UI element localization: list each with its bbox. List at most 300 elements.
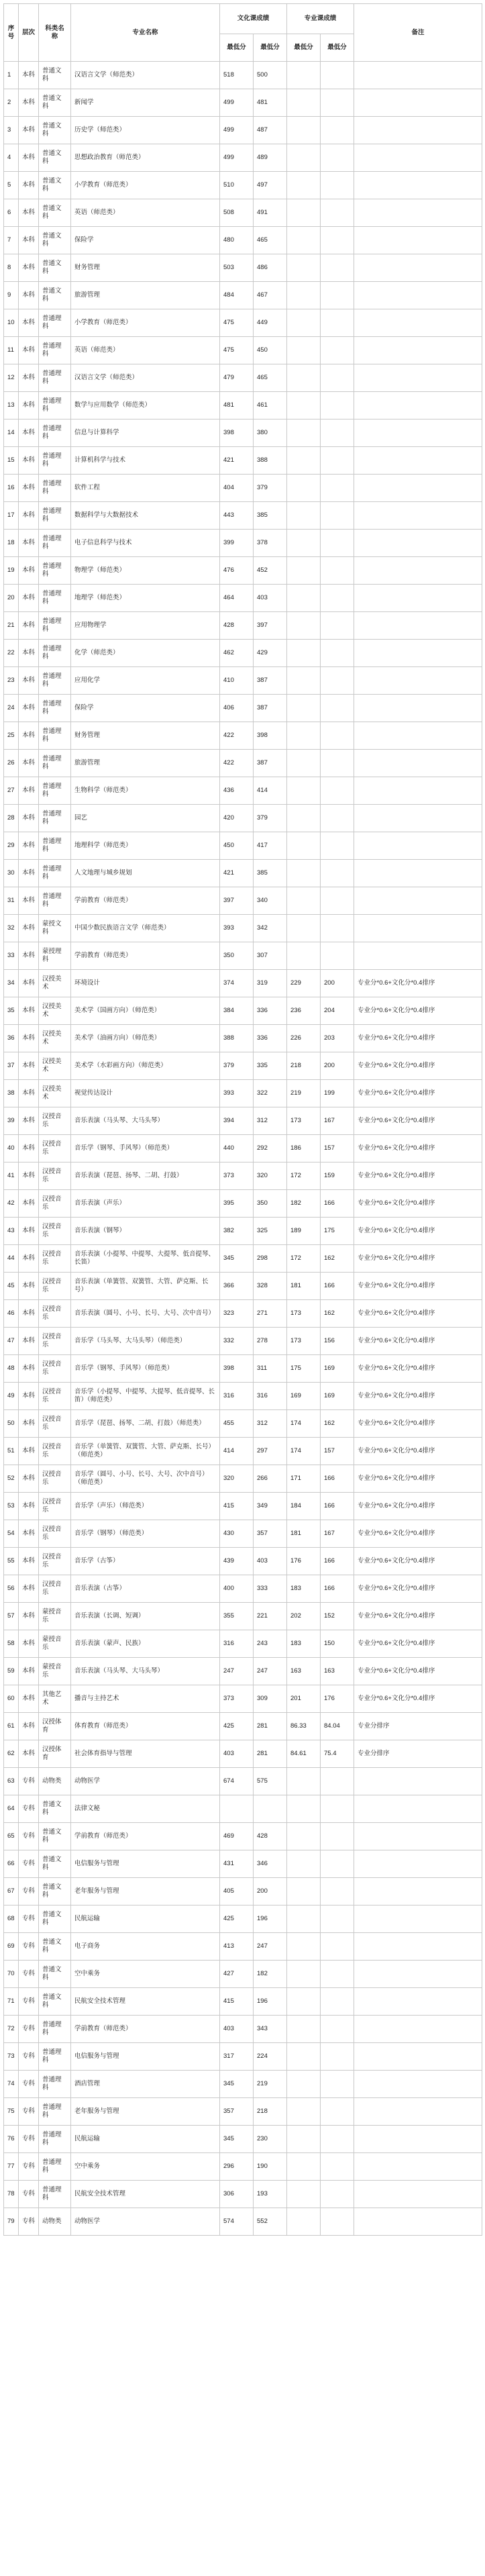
cell-subject: 普通理科 xyxy=(39,337,71,364)
table-row xyxy=(4,1273,482,1300)
cell-note xyxy=(354,2043,482,2071)
cell-level: 本科 xyxy=(19,89,39,117)
cell-pro-min: 183 xyxy=(287,1575,321,1603)
cell-level: 本科 xyxy=(19,117,39,144)
cell-culture-min: 481 xyxy=(220,392,254,419)
cell-level: 本科 xyxy=(19,475,39,502)
cell-culture-min: 306 xyxy=(220,2181,254,2208)
cell-culture-min: 404 xyxy=(220,475,254,502)
cell-note: 专业分*0.6+文化分*0.4排序 xyxy=(354,1603,482,1630)
table-row xyxy=(4,144,482,172)
cell-pro-min-2: 157 xyxy=(321,1135,354,1162)
cell-seq: 8 xyxy=(4,254,19,282)
cell-pro-min-2 xyxy=(321,832,354,860)
cell-major: 旅游管理 xyxy=(71,750,220,777)
cell-seq: 51 xyxy=(4,1438,19,1465)
cell-major: 老年服务与管理 xyxy=(71,2098,220,2126)
cell-level: 本科 xyxy=(19,942,39,970)
cell-seq: 47 xyxy=(4,1328,19,1355)
cell-note: 专业分*0.6+文化分*0.4排序 xyxy=(354,1630,482,1658)
cell-culture-min-2: 230 xyxy=(254,2126,287,2153)
cell-culture-min-2: 350 xyxy=(254,1190,287,1218)
cell-culture-min: 421 xyxy=(220,447,254,475)
cell-culture-min-2: 320 xyxy=(254,1162,287,1190)
table-row xyxy=(4,722,482,750)
cell-note: 专业分*0.6+文化分*0.4排序 xyxy=(354,1658,482,1685)
cell-note xyxy=(354,1878,482,1905)
cell-major: 社会体育指导与管理 xyxy=(71,1740,220,1768)
cell-level: 本科 xyxy=(19,970,39,997)
table-row xyxy=(4,970,482,997)
table-row xyxy=(4,254,482,282)
table-row xyxy=(4,2126,482,2153)
cell-subject: 汉授体育 xyxy=(39,1713,71,1740)
cell-seq: 69 xyxy=(4,1933,19,1961)
cell-major: 地理科学（师范类） xyxy=(71,832,220,860)
cell-pro-min-2 xyxy=(321,1961,354,1988)
cell-culture-min: 450 xyxy=(220,832,254,860)
cell-level: 本科 xyxy=(19,805,39,832)
cell-level: 本科 xyxy=(19,777,39,805)
cell-note: 专业分*0.6+文化分*0.4排序 xyxy=(354,1520,482,1548)
cell-pro-min xyxy=(287,860,321,887)
cell-major: 法律文秘 xyxy=(71,1795,220,1823)
cell-culture-min-2: 417 xyxy=(254,832,287,860)
cell-subject: 普通文科 xyxy=(39,62,71,89)
cell-pro-min-2 xyxy=(321,777,354,805)
cell-culture-min-2: 429 xyxy=(254,640,287,667)
table-row xyxy=(4,1300,482,1328)
cell-major: 空中乘务 xyxy=(71,1961,220,1988)
cell-major: 信息与计算科学 xyxy=(71,419,220,447)
table-row xyxy=(4,1933,482,1961)
cell-culture-min: 439 xyxy=(220,1548,254,1575)
cell-culture-min: 425 xyxy=(220,1713,254,1740)
cell-culture-min: 499 xyxy=(220,117,254,144)
cell-note xyxy=(354,392,482,419)
cell-subject: 普通理科 xyxy=(39,447,71,475)
cell-subject: 汉授音乐 xyxy=(39,1520,71,1548)
cell-seq: 35 xyxy=(4,997,19,1025)
table-row xyxy=(4,1162,482,1190)
cell-major: 园艺 xyxy=(71,805,220,832)
cell-culture-min: 373 xyxy=(220,1685,254,1713)
cell-major: 电子商务 xyxy=(71,1933,220,1961)
cell-subject: 普通理科 xyxy=(39,557,71,585)
table-row xyxy=(4,1190,482,1218)
cell-culture-min: 415 xyxy=(220,1493,254,1520)
table-body xyxy=(4,62,482,2236)
cell-subject: 汉授美术 xyxy=(39,997,71,1025)
table-row xyxy=(4,887,482,915)
cell-note xyxy=(354,585,482,612)
table-row xyxy=(4,1961,482,1988)
cell-note: 专业分*0.6+文化分*0.4排序 xyxy=(354,1107,482,1135)
cell-major: 美术学（水彩画方向）（师范类） xyxy=(71,1052,220,1080)
cell-pro-min-2 xyxy=(321,667,354,695)
cell-culture-min: 323 xyxy=(220,1300,254,1328)
cell-subject: 动物类 xyxy=(39,2208,71,2236)
cell-culture-min: 357 xyxy=(220,2098,254,2126)
cell-seq: 3 xyxy=(4,117,19,144)
cell-seq: 43 xyxy=(4,1218,19,1245)
table-row xyxy=(4,1355,482,1383)
cell-note: 专业分*0.6+文化分*0.4排序 xyxy=(354,1135,482,1162)
cell-seq: 42 xyxy=(4,1190,19,1218)
cell-level: 本科 xyxy=(19,392,39,419)
cell-culture-min-2: 340 xyxy=(254,887,287,915)
cell-culture-min-2: 552 xyxy=(254,2208,287,2236)
cell-pro-min-2 xyxy=(321,695,354,722)
cell-seq: 57 xyxy=(4,1603,19,1630)
cell-major: 地理学（师范类） xyxy=(71,585,220,612)
cell-seq: 15 xyxy=(4,447,19,475)
cell-note: 专业分*0.6+文化分*0.4排序 xyxy=(354,1410,482,1438)
cell-subject: 普通理科 xyxy=(39,475,71,502)
table-row xyxy=(4,640,482,667)
cell-note: 专业分*0.6+文化分*0.4排序 xyxy=(354,1025,482,1052)
cell-pro-min-2: 159 xyxy=(321,1162,354,1190)
cell-culture-min: 350 xyxy=(220,942,254,970)
cell-pro-min-2 xyxy=(321,1905,354,1933)
cell-note: 专业分*0.6+文化分*0.4排序 xyxy=(354,1383,482,1410)
table-row xyxy=(4,777,482,805)
table-row xyxy=(4,585,482,612)
cell-seq: 54 xyxy=(4,1520,19,1548)
table-row xyxy=(4,475,482,502)
cell-subject: 普通文科 xyxy=(39,1961,71,1988)
cell-culture-min: 345 xyxy=(220,1245,254,1273)
cell-level: 本科 xyxy=(19,199,39,227)
cell-note: 专业分*0.6+文化分*0.4排序 xyxy=(354,1080,482,1107)
cell-pro-min: 169 xyxy=(287,1383,321,1410)
cell-pro-min: 173 xyxy=(287,1300,321,1328)
cell-major: 音乐表演（马头琴、大马头琴） xyxy=(71,1107,220,1135)
cell-culture-min: 395 xyxy=(220,1190,254,1218)
cell-pro-min-2: 162 xyxy=(321,1245,354,1273)
cell-culture-min-2: 200 xyxy=(254,1878,287,1905)
cell-note: 专业分*0.6+文化分*0.4排序 xyxy=(354,1273,482,1300)
table-row xyxy=(4,1823,482,1850)
cell-major: 音乐表演（小提琴、中提琴、大提琴、低音提琴、长笛） xyxy=(71,1245,220,1273)
cell-seq: 45 xyxy=(4,1273,19,1300)
cell-pro-min: 181 xyxy=(287,1520,321,1548)
table-row xyxy=(4,1520,482,1548)
cell-subject: 普通理科 xyxy=(39,640,71,667)
cell-pro-min-2 xyxy=(321,860,354,887)
cell-major: 英语（师范类） xyxy=(71,199,220,227)
cell-seq: 53 xyxy=(4,1493,19,1520)
cell-culture-min: 388 xyxy=(220,1025,254,1052)
cell-level: 专科 xyxy=(19,2208,39,2236)
cell-note xyxy=(354,860,482,887)
cell-culture-min: 317 xyxy=(220,2043,254,2071)
cell-pro-min-2: 163 xyxy=(321,1658,354,1685)
cell-seq: 27 xyxy=(4,777,19,805)
cell-pro-min xyxy=(287,392,321,419)
header-culture-min: 最低分 xyxy=(220,34,254,62)
cell-note xyxy=(354,805,482,832)
cell-seq: 16 xyxy=(4,475,19,502)
cell-note xyxy=(354,1933,482,1961)
cell-level: 本科 xyxy=(19,1685,39,1713)
cell-pro-min xyxy=(287,695,321,722)
cell-culture-min-2: 193 xyxy=(254,2181,287,2208)
cell-pro-min xyxy=(287,2126,321,2153)
cell-culture-min-2: 575 xyxy=(254,1768,287,1795)
cell-major: 旅游管理 xyxy=(71,282,220,309)
header-pro-min-2: 最低分 xyxy=(321,34,354,62)
cell-note xyxy=(354,722,482,750)
cell-pro-min-2: 157 xyxy=(321,1438,354,1465)
cell-seq: 38 xyxy=(4,1080,19,1107)
table-row xyxy=(4,1465,482,1493)
cell-seq: 22 xyxy=(4,640,19,667)
cell-note xyxy=(354,667,482,695)
cell-culture-min: 403 xyxy=(220,2016,254,2043)
cell-note xyxy=(354,2016,482,2043)
cell-major: 美术学（国画方向）（师范类） xyxy=(71,997,220,1025)
header-culture-min-2: 最低分 xyxy=(254,34,287,62)
cell-pro-min xyxy=(287,144,321,172)
cell-pro-min xyxy=(287,2098,321,2126)
table-row xyxy=(4,1548,482,1575)
cell-pro-min: 201 xyxy=(287,1685,321,1713)
table-row xyxy=(4,1493,482,1520)
cell-level: 专科 xyxy=(19,2153,39,2181)
cell-culture-min-2: 378 xyxy=(254,530,287,557)
table-row xyxy=(4,1328,482,1355)
cell-major: 生物科学（师范类） xyxy=(71,777,220,805)
cell-note xyxy=(354,172,482,199)
cell-major: 学前教育（师范类） xyxy=(71,2016,220,2043)
table-row xyxy=(4,1052,482,1080)
cell-pro-min-2 xyxy=(321,530,354,557)
cell-major: 化学（师范类） xyxy=(71,640,220,667)
cell-pro-min-2 xyxy=(321,172,354,199)
cell-pro-min xyxy=(287,805,321,832)
cell-level: 本科 xyxy=(19,1575,39,1603)
cell-pro-min xyxy=(287,419,321,447)
cell-pro-min-2 xyxy=(321,2126,354,2153)
cell-note: 专业分*0.6+文化分*0.4排序 xyxy=(354,1162,482,1190)
cell-major: 物理学（师范类） xyxy=(71,557,220,585)
cell-level: 本科 xyxy=(19,1383,39,1410)
cell-pro-min-2 xyxy=(321,887,354,915)
cell-seq: 68 xyxy=(4,1905,19,1933)
cell-subject: 普通理科 xyxy=(39,2098,71,2126)
cell-culture-min: 247 xyxy=(220,1658,254,1685)
cell-culture-min: 355 xyxy=(220,1603,254,1630)
cell-culture-min: 400 xyxy=(220,1575,254,1603)
cell-pro-min: 183 xyxy=(287,1630,321,1658)
cell-pro-min xyxy=(287,502,321,530)
cell-subject: 汉授音乐 xyxy=(39,1575,71,1603)
cell-pro-min xyxy=(287,612,321,640)
cell-culture-min-2: 398 xyxy=(254,722,287,750)
cell-pro-min-2 xyxy=(321,1988,354,2016)
cell-major: 音乐表演（蒙声、民族） xyxy=(71,1630,220,1658)
cell-pro-min-2 xyxy=(321,364,354,392)
cell-level: 本科 xyxy=(19,1410,39,1438)
cell-level: 本科 xyxy=(19,337,39,364)
cell-seq: 62 xyxy=(4,1740,19,1768)
cell-culture-min-2: 387 xyxy=(254,695,287,722)
cell-level: 专科 xyxy=(19,1878,39,1905)
table-row xyxy=(4,530,482,557)
cell-culture-min-2: 243 xyxy=(254,1630,287,1658)
cell-pro-min-2 xyxy=(321,1850,354,1878)
cell-pro-min xyxy=(287,364,321,392)
cell-major: 音乐学（小提琴、中提琴、大提琴、低音提琴、长笛）（师范类） xyxy=(71,1383,220,1410)
cell-major: 酒店管理 xyxy=(71,2071,220,2098)
cell-major: 历史学（师范类） xyxy=(71,117,220,144)
table-row xyxy=(4,502,482,530)
cell-level: 本科 xyxy=(19,447,39,475)
cell-subject: 普通文科 xyxy=(39,227,71,254)
cell-note xyxy=(354,309,482,337)
header-subject: 科类名称 xyxy=(39,4,71,62)
cell-major: 计算机科学与技术 xyxy=(71,447,220,475)
cell-major: 美术学（油画方向）（师范类） xyxy=(71,1025,220,1052)
cell-seq: 14 xyxy=(4,419,19,447)
cell-culture-min-2: 500 xyxy=(254,62,287,89)
cell-seq: 32 xyxy=(4,915,19,942)
cell-culture-min-2: 322 xyxy=(254,1080,287,1107)
header-note: 备注 xyxy=(354,4,482,62)
cell-level: 本科 xyxy=(19,1493,39,1520)
cell-major: 新闻学 xyxy=(71,89,220,117)
cell-pro-min xyxy=(287,2181,321,2208)
cell-subject: 普通理科 xyxy=(39,887,71,915)
cell-culture-min: 410 xyxy=(220,667,254,695)
cell-seq: 55 xyxy=(4,1548,19,1575)
cell-culture-min-2: 307 xyxy=(254,942,287,970)
cell-culture-min: 345 xyxy=(220,2071,254,2098)
cell-subject: 汉授音乐 xyxy=(39,1383,71,1410)
cell-culture-min-2: 385 xyxy=(254,860,287,887)
cell-level: 本科 xyxy=(19,62,39,89)
cell-pro-min: 173 xyxy=(287,1328,321,1355)
cell-pro-min: 174 xyxy=(287,1410,321,1438)
cell-pro-min: 172 xyxy=(287,1162,321,1190)
cell-level: 本科 xyxy=(19,172,39,199)
cell-pro-min-2 xyxy=(321,227,354,254)
cell-culture-min: 394 xyxy=(220,1107,254,1135)
cell-subject: 蒙授音乐 xyxy=(39,1630,71,1658)
cell-major: 音乐表演（马头琴、大马头琴） xyxy=(71,1658,220,1685)
cell-subject: 蒙授理科 xyxy=(39,942,71,970)
cell-pro-min-2 xyxy=(321,419,354,447)
cell-major: 视觉传达设计 xyxy=(71,1080,220,1107)
cell-note xyxy=(354,419,482,447)
cell-pro-min xyxy=(287,89,321,117)
cell-note xyxy=(354,144,482,172)
cell-pro-min xyxy=(287,62,321,89)
cell-level: 专科 xyxy=(19,1850,39,1878)
cell-level: 专科 xyxy=(19,1961,39,1988)
cell-subject: 普通文科 xyxy=(39,172,71,199)
cell-pro-min-2 xyxy=(321,2016,354,2043)
cell-pro-min: 186 xyxy=(287,1135,321,1162)
cell-pro-min: 202 xyxy=(287,1603,321,1630)
cell-level: 本科 xyxy=(19,1218,39,1245)
cell-seq: 13 xyxy=(4,392,19,419)
cell-pro-min xyxy=(287,1878,321,1905)
cell-level: 本科 xyxy=(19,640,39,667)
cell-culture-min-2: 486 xyxy=(254,254,287,282)
cell-level: 本科 xyxy=(19,1273,39,1300)
cell-pro-min: 182 xyxy=(287,1190,321,1218)
cell-major: 人文地理与城乡规划 xyxy=(71,860,220,887)
cell-culture-min: 398 xyxy=(220,419,254,447)
cell-pro-min-2: 156 xyxy=(321,1328,354,1355)
cell-pro-min xyxy=(287,722,321,750)
cell-culture-min: 499 xyxy=(220,144,254,172)
cell-subject: 普通理科 xyxy=(39,419,71,447)
cell-pro-min-2 xyxy=(321,254,354,282)
cell-seq: 60 xyxy=(4,1685,19,1713)
cell-level: 本科 xyxy=(19,832,39,860)
cell-level: 本科 xyxy=(19,1107,39,1135)
cell-culture-min: 574 xyxy=(220,2208,254,2236)
cell-pro-min xyxy=(287,2208,321,2236)
cell-pro-min xyxy=(287,1905,321,1933)
cell-culture-min-2: 387 xyxy=(254,750,287,777)
table-row xyxy=(4,1630,482,1658)
cell-pro-min-2: 204 xyxy=(321,997,354,1025)
cell-subject: 汉授美术 xyxy=(39,970,71,997)
cell-subject: 普通理科 xyxy=(39,2153,71,2181)
cell-level: 本科 xyxy=(19,1245,39,1273)
cell-culture-min: 455 xyxy=(220,1410,254,1438)
cell-note xyxy=(354,2126,482,2153)
cell-major: 播音与主持艺术 xyxy=(71,1685,220,1713)
table-row xyxy=(4,695,482,722)
cell-seq: 40 xyxy=(4,1135,19,1162)
cell-major: 软件工程 xyxy=(71,475,220,502)
cell-seq: 64 xyxy=(4,1795,19,1823)
cell-note xyxy=(354,1823,482,1850)
cell-pro-min: 171 xyxy=(287,1465,321,1493)
cell-culture-min-2: 491 xyxy=(254,199,287,227)
cell-note: 专业分*0.6+文化分*0.4排序 xyxy=(354,1465,482,1493)
cell-seq: 30 xyxy=(4,860,19,887)
cell-subject: 汉授音乐 xyxy=(39,1273,71,1300)
cell-subject: 普通理科 xyxy=(39,364,71,392)
cell-subject: 普通理科 xyxy=(39,722,71,750)
cell-major: 动物医学 xyxy=(71,1768,220,1795)
table-row xyxy=(4,1685,482,1713)
cell-culture-min-2: 379 xyxy=(254,805,287,832)
cell-seq: 46 xyxy=(4,1300,19,1328)
cell-major: 汉语言文学（师范类） xyxy=(71,364,220,392)
cell-seq: 19 xyxy=(4,557,19,585)
cell-level: 本科 xyxy=(19,364,39,392)
cell-major: 音乐学（古筝） xyxy=(71,1548,220,1575)
cell-major: 电信服务与管理 xyxy=(71,1850,220,1878)
cell-note xyxy=(354,227,482,254)
cell-major: 应用化学 xyxy=(71,667,220,695)
cell-pro-min-2: 169 xyxy=(321,1383,354,1410)
cell-pro-min-2 xyxy=(321,640,354,667)
cell-major: 民航安全技术管理 xyxy=(71,1988,220,2016)
cell-pro-min-2: 152 xyxy=(321,1603,354,1630)
cell-level: 专科 xyxy=(19,1768,39,1795)
cell-culture-min-2: 247 xyxy=(254,1933,287,1961)
cell-pro-min xyxy=(287,337,321,364)
cell-level: 本科 xyxy=(19,1520,39,1548)
